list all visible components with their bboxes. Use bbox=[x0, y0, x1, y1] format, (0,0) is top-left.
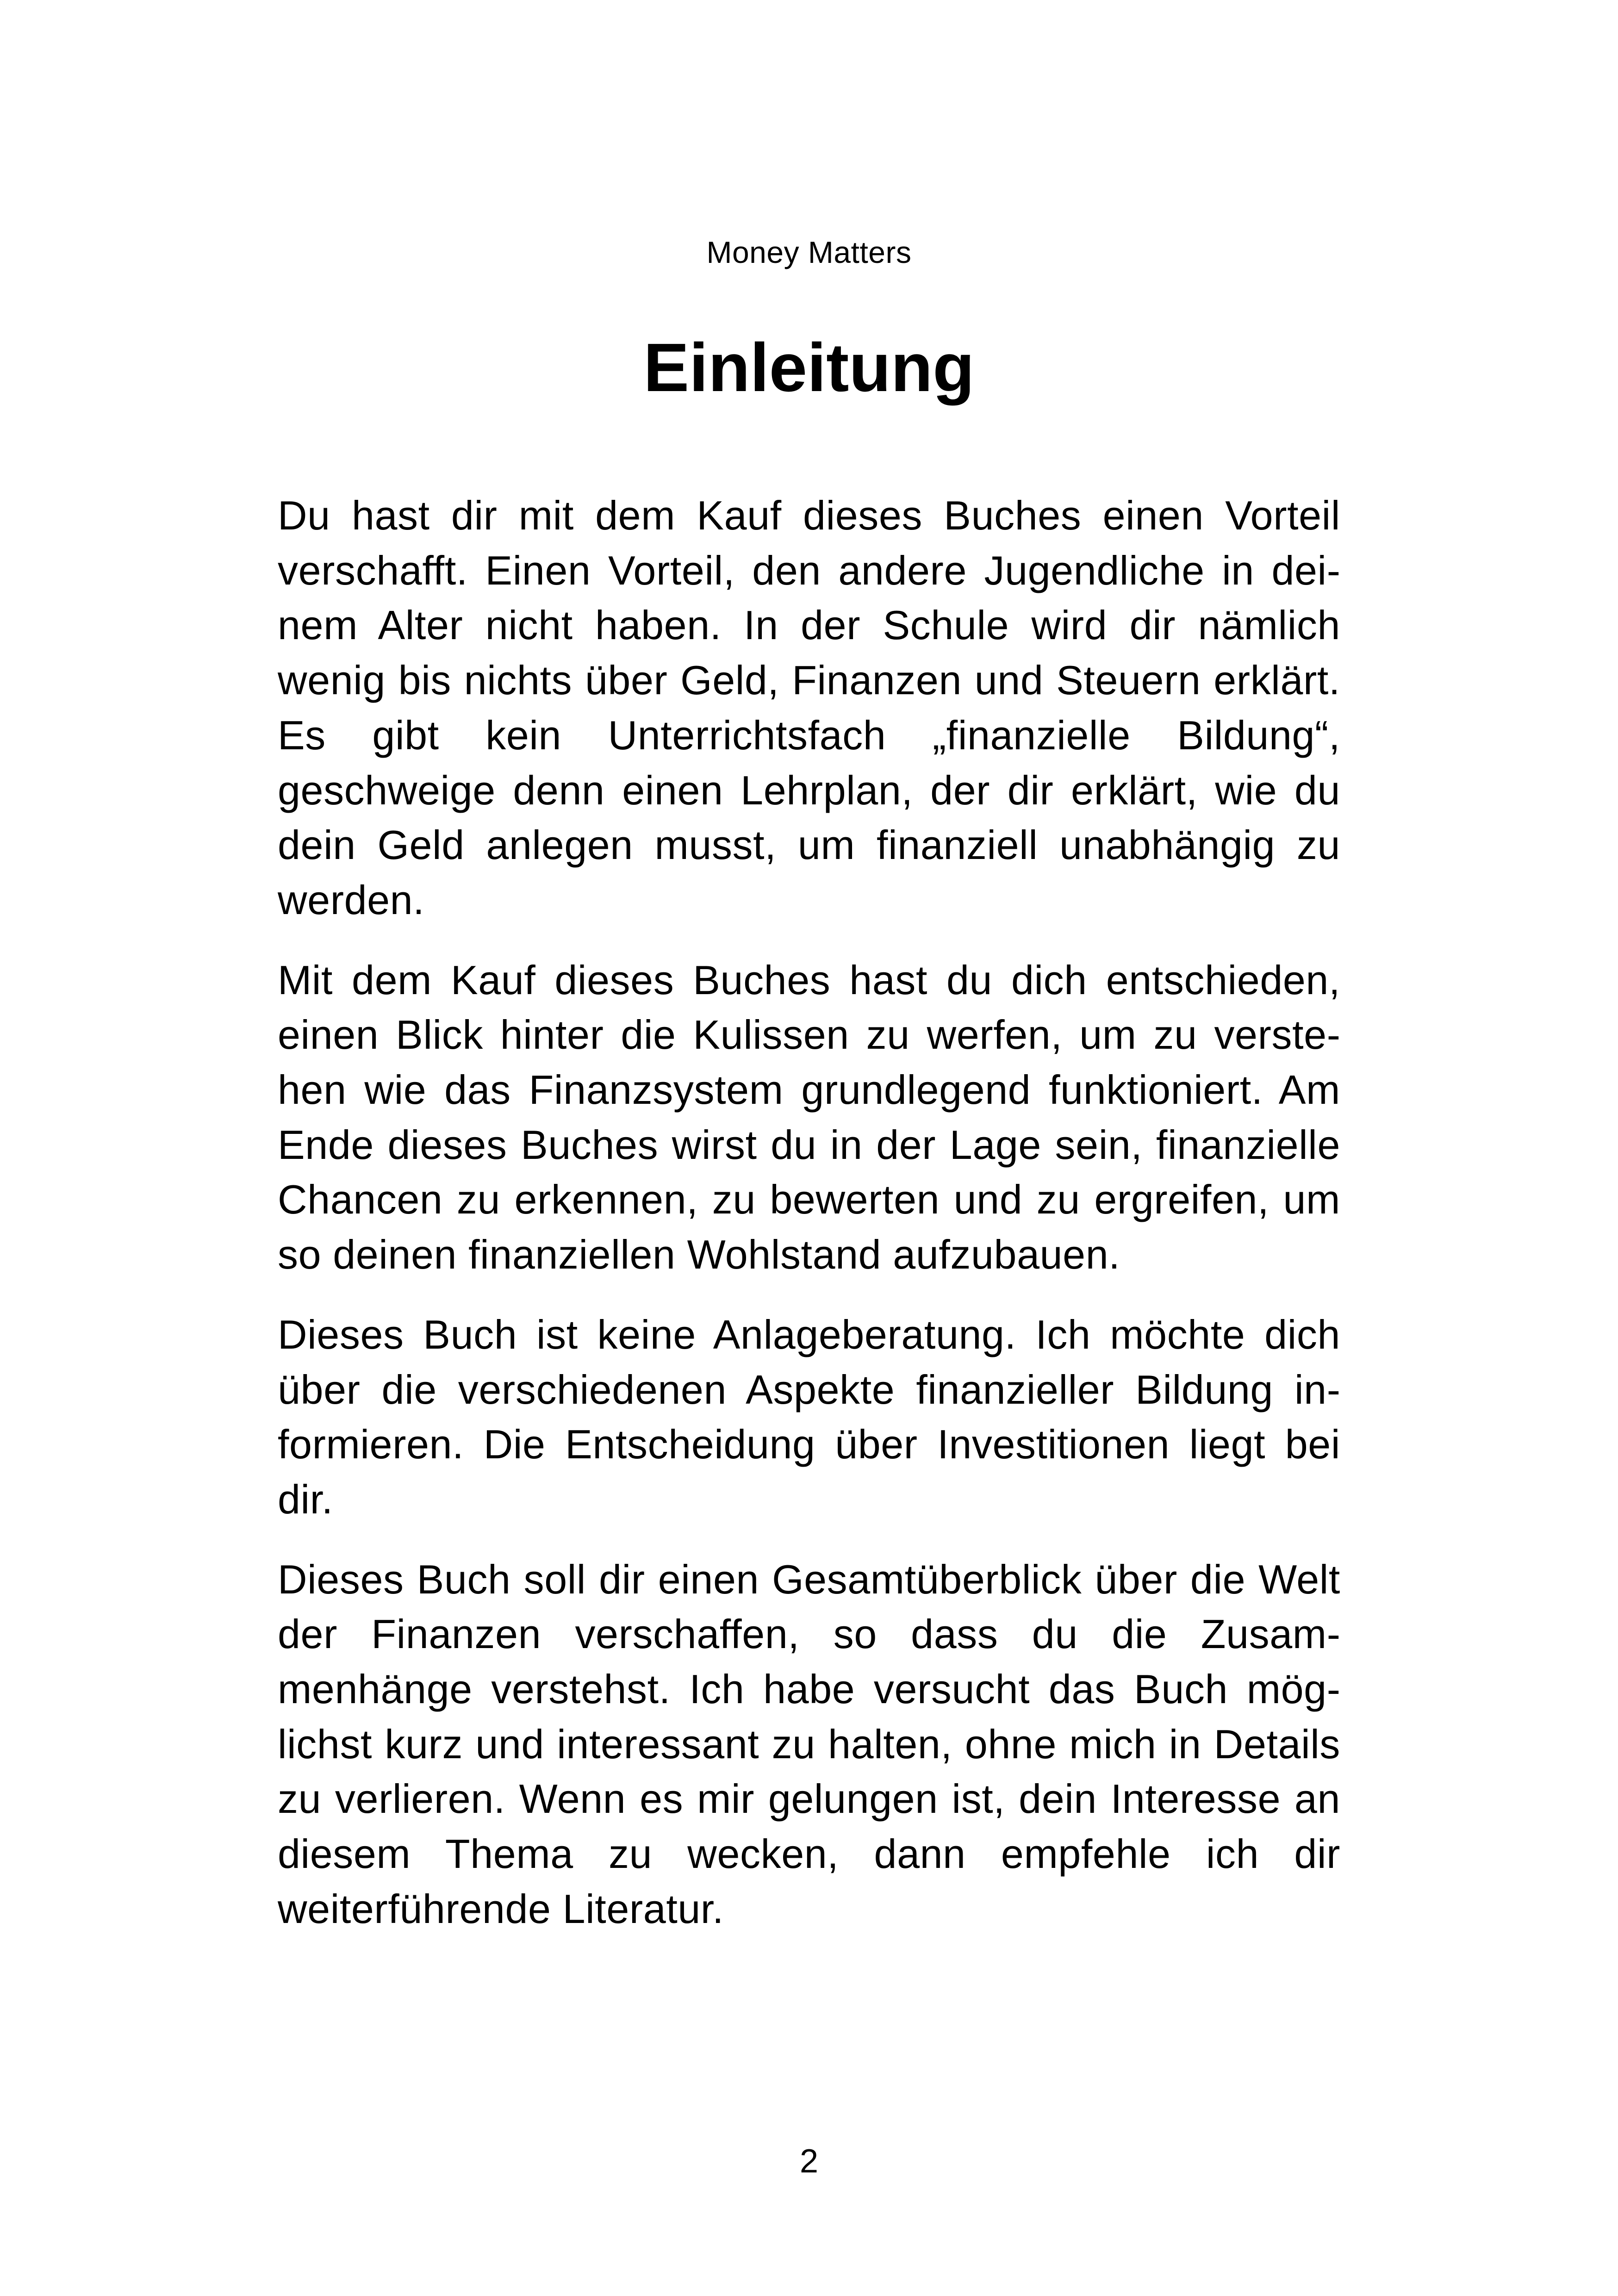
body-text bbox=[278, 488, 1340, 1937]
page-number: 2 bbox=[799, 2143, 819, 2180]
chapter-title: Einleitung bbox=[643, 330, 975, 406]
paragraph-2: Mit dem Kauf dieses Buches hast du dich entschieden, einen Blick hinter die Kulissen zu werfen, um zu verstehen wie das Finanzsystem grundlegend funktioniert. Am Ende dieses Buches wirst du in der Lage sein, finanzielle Chancen zu erkennen, zu bewerten und zu ergreifen, um so deinen finanziellen Wohlstand aufzubauen. bbox=[278, 957, 1340, 1278]
paragraph-3: Dieses Buch ist keine Anlageberatung. Ich möchte dich über die verschiedenen Aspekte finanzieller Bildung informieren. Die Entscheidung über Investitionen liegt bei dir. bbox=[278, 1311, 1340, 1522]
paragraph-4: Dieses Buch soll dir einen Gesamtüberblick über die Welt der Finanzen verschaffen, so dass du die Zusammenhänge verstehst. Ich habe versucht das Buch möglichst kurz und interessant zu halten, ohne mich in Details zu verlieren. Wenn es mir gelungen ist, dein Interesse an diesem Thema zu wecken, dann empfehle ich dir weiterführende Literatur. bbox=[278, 1556, 1340, 1932]
running-head: Money Matters bbox=[706, 235, 912, 269]
paragraph-1: Du hast dir mit dem Kauf dieses Buches einen Vorteil verschafft. Einen Vorteil, den andere Jugendliche in deinem Alter nicht haben. In der Schule wird dir nämlich wenig bis nichts über Geld, Finanzen und Steuern erklärt. Es gibt kein Unterrichtsfach „finanzielle Bildung“, geschweige denn einen Lehrplan, der dir erklärt, wie du dein Geld anlegen musst, um finanziell unabhängig zu werden. bbox=[278, 492, 1340, 923]
